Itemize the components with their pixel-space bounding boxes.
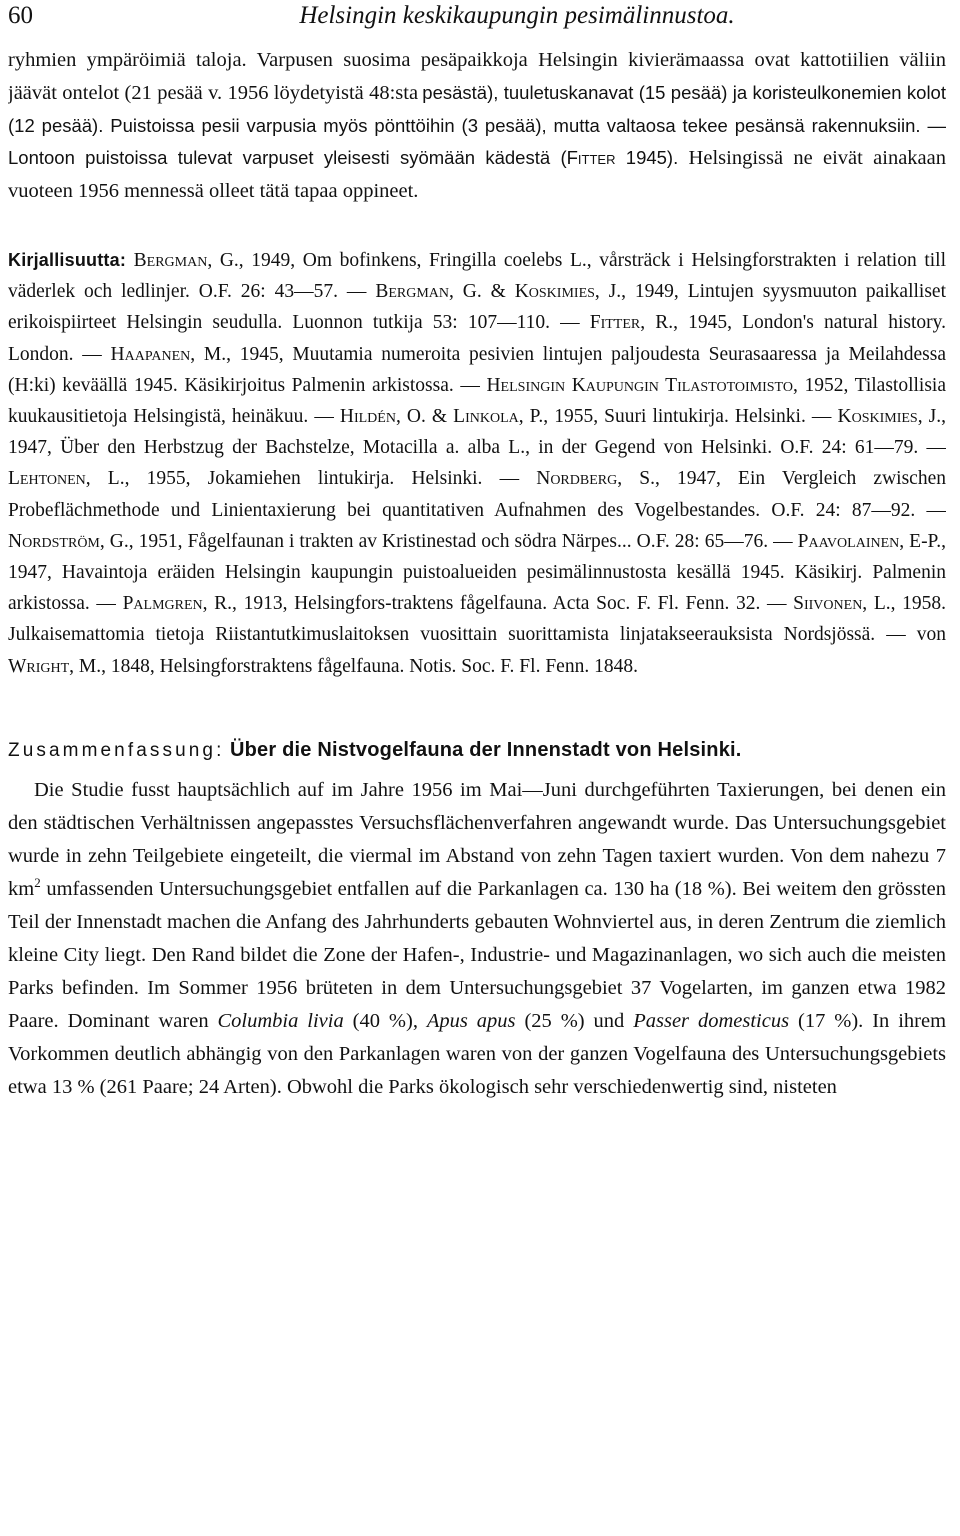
summary-text-c: (40 %),	[343, 1009, 427, 1032]
reference-text: , 1945, London's natural history. London. —	[8, 312, 946, 365]
intro-serif-tail: Helsingissä ne eivät ainakaan vuoteen 1956 mennessä olleet tätä tapaa oppineet.	[8, 147, 946, 202]
reference-text: , 1913, Helsingfors-traktens fågelfauna. Acta Soc. F. Fl. Fenn. 32. —	[232, 593, 794, 615]
reference-author: Helsingin Kaupungin Tilastotoimisto	[486, 374, 793, 396]
page-header	[8, 0, 946, 44]
species-name: Columbia livia	[217, 1009, 344, 1032]
reference-author: Palmgren, R.	[122, 593, 233, 615]
reference-text: , 1955, Suuri lintukirja. Helsinki. —	[543, 406, 838, 428]
reference-text: , 1947, Über den Herbstzug der Bachstelze, Motacilla a. alba L., in der Gegend von Helsinki. O.F. 24: 61—79. —	[8, 406, 946, 459]
references-section	[8, 245, 946, 682]
summary-text-b: umfassenden Untersuchungsgebiet entfallen auf die Parkanlagen ca. 130 ha (18 %). Bei weitem den grössten Teil der Innenstadt machen die Anfang des Jahrhunderts gebauten Wohnviertel aus, in deren Zentrum die ziemlich kleine City liegt. Den Rand bildet die Zone der Hafen-, Industrie- und Magazinanlagen, wo sich auch die meisten Parks befinden. Im Sommer 1956 brüteten in dem Untersuchungsgebiet 37 Vogelarten, im ganzen etwa 1982 Paare. Dominant waren	[8, 877, 946, 1032]
summary-label: Zusammenfassung:	[8, 739, 225, 761]
reference-author: Koskimies, J.	[837, 406, 942, 428]
intro-citation-year: 1945).	[615, 147, 679, 168]
reference-text: , 1958. Julkaisemattomia tietoja Riistantutkimuslaitoksen vuosittain suorittamista linjatakseerauksista Nordsjössä. — von	[8, 593, 946, 646]
species-name: Passer domesticus	[633, 1009, 790, 1032]
reference-text: , 1952, Tilastollisia kuukausitietoja Helsingistä, heinäkuu. —	[8, 374, 946, 428]
running-title: Helsingin keskikaupungin pesimälinnustoa.	[299, 2, 735, 29]
species-name: Apus apus	[426, 1009, 516, 1032]
references-heading: Kirjallisuutta:	[8, 250, 127, 270]
intro-serif-text: ryhmien ympäröimiä taloja. Varpusen suosima pesäpaikkoja Helsingin kivierämaassa ovat kattotiilien väliin jäävät ontelot (21 pesää v. 1956 löydetyistä 48:sta	[8, 49, 946, 104]
intro-sans-text: pesästä), tuuletuskanavat (15 pesää) ja koristeulkonemien kolot (12 pesää). Puistoissa pesii varpusia myös pönttöihin (3 pesää), mutta valtaosa tekee pesänsä rakennuksiin. — Lontoon puistoissa tulevat varpuset yleisesti syömään kädestä (	[8, 82, 946, 168]
document-page	[8, 0, 946, 1536]
summary-text-d: (25 %) und	[515, 1009, 634, 1032]
reference-author: Bergman, G. & Koskimies, J.	[375, 281, 622, 303]
reference-text: , 1955, Jokamiehen lintukirja. Helsinki. —	[124, 468, 537, 490]
summary-text-a: Die Studie fusst hauptsächlich auf im Jahre 1956 im Mai—Juni durchgeführten Taxierungen, bei denen ein den städtischen Verhältnissen angepasstes Versuchsflächenverfahren angewandt wurde. Das Untersuchungsgebiet wurde in zehn Teilgebiete eingeteilt, die viermal im Abstand von zehn Tagen taxiert wurden. Von dem nahezu 7 km	[8, 778, 946, 900]
reference-author: Nordberg, S.	[536, 468, 655, 490]
reference-text: , 1947, Havaintoja eräiden Helsingin kaupungin puistoalueiden pesimälinnustosta kesällä 1945. Käsikirj. Palmenin arkistossa. —	[8, 530, 946, 615]
reference-text: , 1949, Om bofinkens, Fringilla coelebs L., vårsträck i Helsingforstrakten i relation till väderlek och ledlinjer. O.F. 26: 43—57. —	[8, 250, 946, 303]
intro-paragraph	[8, 44, 946, 208]
reference-author: Siivonen, L.	[793, 593, 891, 615]
intro-citation-author: Fitter	[566, 147, 616, 168]
summary-section	[8, 732, 946, 1104]
page-number: 60	[8, 2, 33, 29]
reference-author: Haapanen, M.	[110, 343, 227, 365]
reference-text: , 1945, Muutamia numeroita pesivien lintujen paljoudesta Seurasaaressa ja Meilahdessa (H:ki) keväällä 1945. Käsikirjoitus Palmenin arkistossa. —	[8, 343, 946, 396]
summary-text-e: (17 %). In ihrem Vorkommen deutlich abhängig von den Parkanlagen waren von der ganzen Vogelfauna des Untersuchungsgebiets etwa 13 % (261 Paare; 24 Arten). Obwohl die Parks ökologisch sehr verschiedenwertig sind, nisteten	[8, 1009, 946, 1098]
reference-author: Nordström, G.	[8, 530, 129, 552]
reference-author: Paavolainen, E-P.	[797, 530, 942, 552]
summary-title: Über die Nistvogelfauna der Innenstadt von Helsinki.	[229, 738, 742, 761]
reference-text: , 1848, Helsingforstraktens fågelfauna. Notis. Soc. F. Fl. Fenn. 1848.	[101, 655, 638, 677]
reference-text: , 1949, Lintujen syysmuuton paikalliset erikoispiirteet Helsingin seudulla. Luonnon tutkija 53: 107—110. —	[8, 281, 946, 334]
reference-text: , 1951, Fågelfaunan i trakten av Kristinestad och södra Närpes... O.F. 28: 65—76. —	[128, 530, 798, 552]
reference-author: Wright, M.	[8, 655, 102, 677]
reference-author: Bergman, G.	[133, 250, 239, 271]
summary-paragraph	[8, 774, 946, 1104]
reference-author: Fitter, R.	[589, 312, 674, 334]
superscript: 2	[34, 875, 41, 891]
reference-author: Lehtonen, L.	[8, 468, 125, 490]
reference-author: Hildén, O. & Linkola, P.	[339, 406, 544, 428]
reference-text: , 1947, Ein Vergleich zwischen Probeflächmethode und Linientaxierung bei quantitativen Aufnahmen des Vogelbestandes. O.F. 24: 87—92. —	[8, 468, 946, 521]
summary-heading	[8, 732, 946, 768]
